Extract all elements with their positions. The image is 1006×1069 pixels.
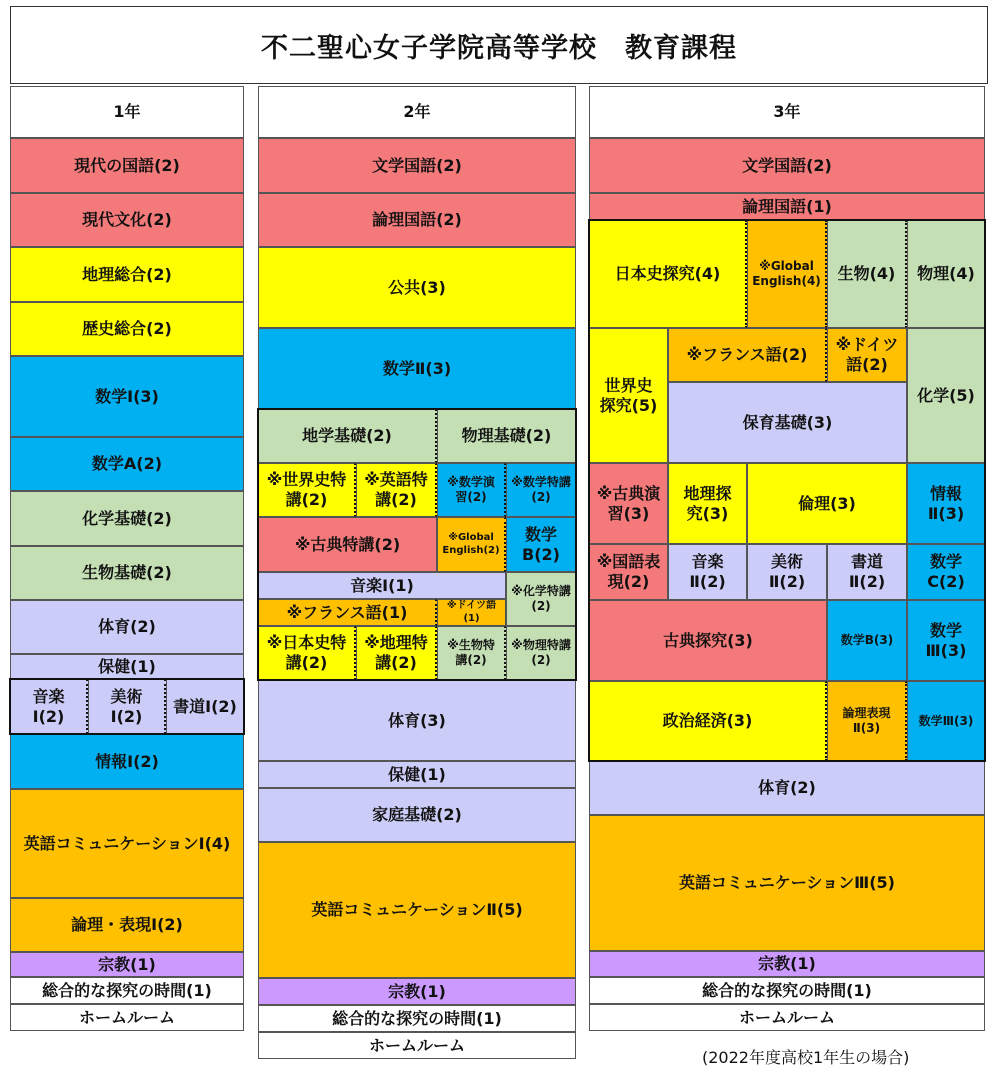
subject-cell: 公共(3) xyxy=(258,247,576,328)
subject-cell: ホームルーム xyxy=(258,1032,576,1059)
subject-cell: ※数学演習(2) xyxy=(437,463,506,517)
subject-cell: 日本史探究(4) xyxy=(589,220,747,328)
subject-cell: 総合的な探究の時間(1) xyxy=(10,977,244,1004)
subject-cell: 地学基礎(2) xyxy=(258,409,437,463)
subject-cell: 体育(2) xyxy=(10,600,244,654)
subject-cell: 現代文化(2) xyxy=(10,193,244,247)
subject-cell: 数学Ⅱ(3) xyxy=(258,328,576,409)
subject-cell: 情報Ⅰ(2) xyxy=(10,734,244,789)
subject-cell: 情報Ⅱ(3) xyxy=(907,463,985,544)
subject-cell: 美術Ⅰ(2) xyxy=(88,679,166,734)
subject-cell: ※化学特講(2) xyxy=(506,572,576,626)
subject-cell: 英語コミュニケーションⅡ(5) xyxy=(258,842,576,978)
subject-cell: 文学国語(2) xyxy=(589,138,985,193)
subject-cell: ※数学特講(2) xyxy=(506,463,576,517)
subject-cell: 数学Ⅲ(3) xyxy=(907,681,985,761)
subject-cell: 数学Ⅰ(3) xyxy=(10,356,244,437)
subject-cell: 音楽Ⅰ(1) xyxy=(258,572,506,599)
subject-cell: ※生物特講(2) xyxy=(437,626,506,680)
subject-cell: 書道Ⅰ(2) xyxy=(166,679,244,734)
subject-cell: 歴史総合(2) xyxy=(10,302,244,356)
subject-cell: 英語コミュニケーションⅢ(5) xyxy=(589,815,985,951)
subject-cell: 体育(2) xyxy=(589,761,985,815)
subject-cell: ※地理特講(2) xyxy=(356,626,437,680)
subject-cell: 数学Ⅲ(3) xyxy=(907,600,985,681)
subject-cell: 世界史探究(5) xyxy=(589,328,668,463)
subject-cell: ※日本史特講(2) xyxy=(258,626,356,680)
subject-cell: 生物基礎(2) xyxy=(10,546,244,600)
subject-cell: ※Global English(4) xyxy=(747,220,827,328)
subject-cell: 宗教(1) xyxy=(10,952,244,977)
subject-cell: 現代の国語(2) xyxy=(10,138,244,193)
grade2-header: 2年 xyxy=(258,86,576,138)
subject-cell: 宗教(1) xyxy=(258,978,576,1005)
subject-cell: 政治経済(3) xyxy=(589,681,827,761)
footnote: (2022年度高校1年生の場合) xyxy=(702,1048,910,1067)
subject-cell: 論理国語(1) xyxy=(589,193,985,220)
subject-cell: 保健(1) xyxy=(10,654,244,679)
subject-cell: 地理探究(3) xyxy=(668,463,747,544)
subject-cell: 保健(1) xyxy=(258,761,576,788)
subject-cell: ※フランス語(1) xyxy=(258,599,437,626)
subject-cell: 保育基礎(3) xyxy=(668,382,907,463)
subject-cell: 体育(3) xyxy=(258,680,576,761)
grade3-header: 3年 xyxy=(589,86,985,138)
subject-cell: 総合的な探究の時間(1) xyxy=(589,977,985,1004)
subject-cell: 化学基礎(2) xyxy=(10,491,244,546)
subject-cell: ※フランス語(2) xyxy=(668,328,827,382)
subject-cell: 家庭基礎(2) xyxy=(258,788,576,842)
subject-cell: 生物(4) xyxy=(827,220,907,328)
subject-cell: 美術Ⅱ(2) xyxy=(747,544,827,600)
subject-cell: 古典探究(3) xyxy=(589,600,827,681)
subject-cell: 音楽Ⅱ(2) xyxy=(668,544,747,600)
subject-cell: ※古典特講(2) xyxy=(258,517,437,572)
subject-cell: ホームルーム xyxy=(10,1004,244,1031)
subject-cell: ホームルーム xyxy=(589,1004,985,1031)
subject-cell: 文学国語(2) xyxy=(258,138,576,193)
subject-cell: ※ドイツ語(2) xyxy=(827,328,907,382)
subject-cell: 論理・表現Ⅰ(2) xyxy=(10,898,244,952)
subject-cell: 数学C(2) xyxy=(907,544,985,600)
subject-cell: 総合的な探究の時間(1) xyxy=(258,1005,576,1032)
subject-cell: ※英語特講(2) xyxy=(356,463,437,517)
subject-cell: 数学A(2) xyxy=(10,437,244,491)
subject-cell: 書道Ⅱ(2) xyxy=(827,544,907,600)
subject-cell: 化学(5) xyxy=(907,328,985,463)
subject-cell: ※国語表現(2) xyxy=(589,544,668,600)
subject-cell: 宗教(1) xyxy=(589,951,985,977)
subject-cell: 数学B(3) xyxy=(827,600,907,681)
subject-cell: 地理総合(2) xyxy=(10,247,244,302)
subject-cell: 数学B(2) xyxy=(506,517,576,572)
subject-cell: 物理(4) xyxy=(907,220,985,328)
subject-cell: 論理表現Ⅱ(3) xyxy=(827,681,907,761)
subject-cell: ※Global English(2) xyxy=(437,517,506,572)
subject-cell: 音楽Ⅰ(2) xyxy=(10,679,88,734)
page-title: 不二聖心女子学院高等学校 教育課程 xyxy=(10,6,988,84)
subject-cell: ※ドイツ語(1) xyxy=(437,599,506,626)
subject-cell: ※物理特講(2) xyxy=(506,626,576,680)
subject-cell: 英語コミュニケーションⅠ(4) xyxy=(10,789,244,898)
subject-cell: ※古典演習(3) xyxy=(589,463,668,544)
subject-cell: 論理国語(2) xyxy=(258,193,576,247)
subject-cell: ※世界史特講(2) xyxy=(258,463,356,517)
subject-cell: 物理基礎(2) xyxy=(437,409,576,463)
grade1-header: 1年 xyxy=(10,86,244,138)
subject-cell: 倫理(3) xyxy=(747,463,907,544)
